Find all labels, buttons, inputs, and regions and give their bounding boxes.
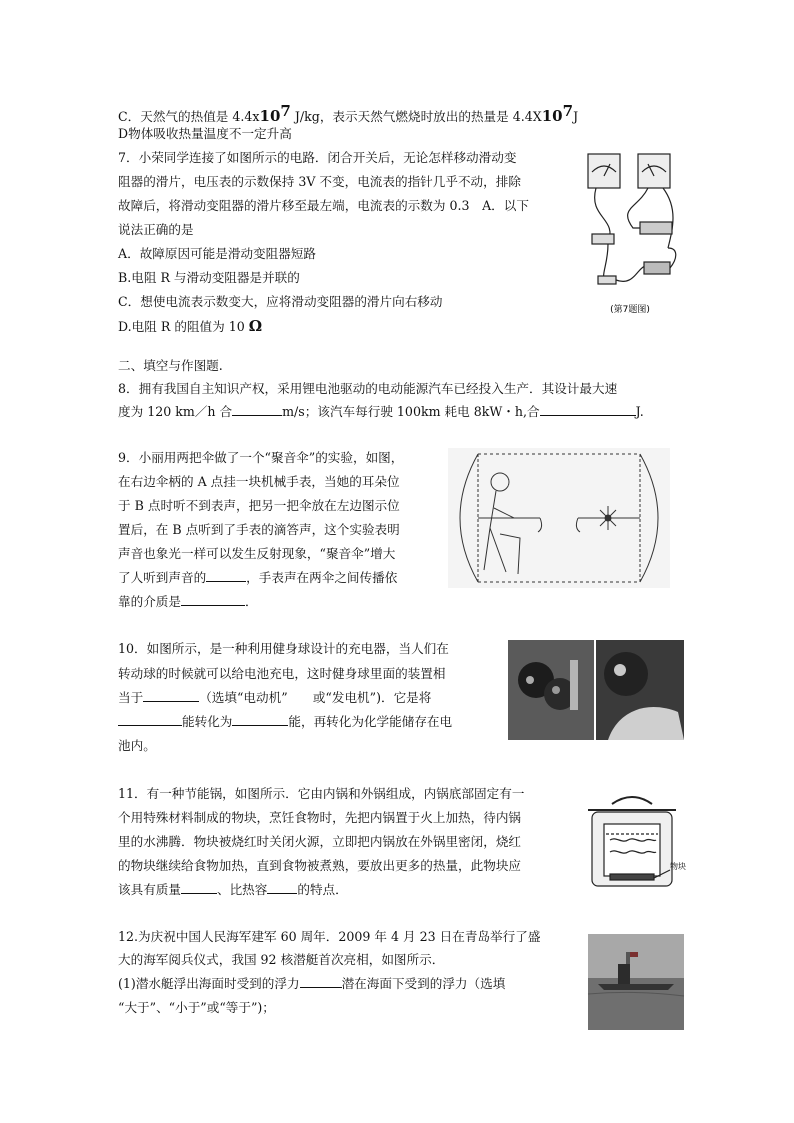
q10-line xyxy=(118,714,452,730)
switch-icon xyxy=(592,234,614,244)
rheostat-icon xyxy=(640,222,672,234)
q6-option-d: D物体吸收热量温度不一定升高 xyxy=(118,126,292,141)
q12-submarine-photo xyxy=(588,934,684,1030)
inner-pot-icon xyxy=(604,824,660,876)
q11-figure-label: 物块 xyxy=(670,862,686,871)
q8-answer-blank xyxy=(232,415,282,416)
q11-line xyxy=(118,882,348,898)
q7-stem-line: 说法正确的是 xyxy=(118,222,194,237)
q9-answer-blank xyxy=(206,581,246,582)
q7-stem-line: 阻器的滑片，电压表的示数保持 3V 不变，电流表的指针几乎不动，排除 xyxy=(118,174,521,189)
q11-line: 11．有一种节能锅，如图所示．它由内锅和外锅组成，内锅底部固定有一 xyxy=(118,786,525,801)
q9-line: 于 B 点时听不到表声，把另一把伞放在左边图示位 xyxy=(118,498,400,513)
q9-line: 在右边伞柄的 A 点挂一块机械手表，当她的耳朵位 xyxy=(118,474,400,489)
section-2-title: 二、填空与作图题. xyxy=(118,358,223,373)
q7-option-a: A．故障原因可能是滑动变阻器短路 xyxy=(118,246,317,261)
q9-line: 9．小丽用两把伞做了一个“聚音伞”的实验，如图， xyxy=(118,450,404,465)
q10-text-2: （选填“电动机” 或“发电机”)．它是将 xyxy=(199,690,432,705)
q11-line: 的物块继续给食物加热，直到食物被煮熟，要放出更多的热量，此物块应 xyxy=(118,858,521,873)
q12-line: 12.为庆祝中国人民海军建军 60 周年．2009 年 4 月 23 日在青岛举行了盛 xyxy=(118,929,541,944)
q11-text-2: 、比热容 xyxy=(216,882,268,897)
heat-block-icon xyxy=(610,874,654,880)
q12-answer-blank xyxy=(300,987,342,988)
q7-figure-caption: (第7题图) xyxy=(610,305,650,315)
pot-lid-icon xyxy=(612,797,652,804)
q8-line-2 xyxy=(118,404,644,420)
q7-option-b: B.电阻 R 与滑动变阻器是并联的 xyxy=(118,270,300,285)
battery-icon xyxy=(570,660,578,710)
q9-line: 声音也象光一样可以发生反射现象，“聚音伞”增大 xyxy=(118,546,396,561)
q8-text: 度为 120 km／h 合 xyxy=(118,404,233,419)
q6-c-unit: J xyxy=(573,109,579,125)
q9-answer-blank xyxy=(181,605,245,606)
q7-circuit-figure xyxy=(578,148,684,320)
q12-text: (1)潜水艇浮出海面时受到的浮力 xyxy=(118,976,300,991)
q12-line: “大于”、“小于”或“等于”)； xyxy=(118,1000,275,1015)
q10-answer-blank xyxy=(143,701,199,702)
q12-line xyxy=(118,976,505,992)
q7-stem-line: 7．小荣同学连接了如图所示的电路．闭合开关后，无论怎样移动滑动变 xyxy=(118,150,517,165)
q9-umbrella-figure xyxy=(448,448,670,588)
q10-line: 转动球的时候就可以给电池充电，这时健身球里面的装置相 xyxy=(118,666,446,681)
submarine-icon xyxy=(618,964,630,984)
q6-c-power-base-2: 10 xyxy=(541,107,563,126)
q6-c-power-base: 10 xyxy=(259,107,281,126)
q12-line: 大的海军阅兵仪式，我国 92 核潜艇首次亮相，如图所示． xyxy=(118,952,445,967)
q11-answer-blank xyxy=(267,893,297,894)
ball-icon xyxy=(604,652,648,696)
q8-line-1: 8．拥有我国自主知识产权，采用锂电池驱动的电动能源汽车已经投入生产．其设计最大速 xyxy=(118,381,618,396)
q12-text-2: 潜在海面下受到的浮力（选填 xyxy=(341,976,506,991)
q9-line xyxy=(118,594,258,610)
q11-line: 个用特殊材料制成的物块，烹饪食物时，先把内锅置于火上加热，待内锅 xyxy=(118,810,521,825)
q8-text-3: J. xyxy=(635,404,644,419)
q9-text: 了人听到声音的 xyxy=(118,570,207,585)
q7-d-text: D.电阻 R 的阻值为 10 xyxy=(118,319,249,334)
battery-icon xyxy=(644,262,670,274)
q7-d-ohm: Ω xyxy=(248,317,263,335)
q10-line xyxy=(118,690,431,706)
q10-text-2: 能，再转化为化学能储存在电 xyxy=(288,714,453,729)
q6-c-exponent: 7 xyxy=(280,102,291,120)
q10-line: 10．如图所示，是一种利用健身球设计的充电器，当人们在 xyxy=(118,641,449,656)
q11-text-3: 的特点． xyxy=(297,882,348,897)
q9-line xyxy=(118,570,397,586)
q10-text: 能转化为 xyxy=(182,714,233,729)
resistor-icon xyxy=(598,276,616,284)
q11-line: 里的水沸腾．物块被烧红时关闭火源，立即把内锅放在外锅里密闭，烧红 xyxy=(118,834,521,849)
q10-answer-blank xyxy=(232,725,288,726)
q6-c-exponent-2: 7 xyxy=(562,102,574,120)
q8-text-2: m/s；该汽车每行驶 100km 耗电 8kW・h,合 xyxy=(282,404,540,419)
q10-fitness-ball-photo xyxy=(508,640,684,740)
q9-text-2: ． xyxy=(244,594,258,609)
q6-c-text: C．天然气的热值是 4.4x xyxy=(118,109,260,125)
q6-c-text-2: J/kg，表示天然气燃烧时放出的热量是 4.4X xyxy=(290,109,542,125)
q7-option-d xyxy=(118,318,262,335)
q8-answer-blank xyxy=(540,415,636,416)
q10-text: 当于 xyxy=(118,690,144,705)
q10-answer-blank xyxy=(118,725,182,726)
q11-pot-figure xyxy=(582,790,684,896)
q7-option-c: C．想使电流表示数变大，应将滑动变阻器的滑片向右移动 xyxy=(118,294,443,309)
q11-answer-blank xyxy=(181,893,217,894)
q7-stem-line: 故障后，将滑动变阻器的滑片移至最左端，电流表的示数为 0.3 A．以下 xyxy=(118,198,529,213)
q10-line: 池内。 xyxy=(118,738,156,753)
q9-line: 置后，在 B 点听到了手表的滴答声，这个实验表明 xyxy=(118,522,400,537)
q9-text-2: ，手表声在两伞之间传播依 xyxy=(246,570,398,585)
q9-text: 靠的介质是 xyxy=(118,594,181,609)
q6-option-c xyxy=(118,103,578,125)
q11-text: 该具有质量 xyxy=(118,882,181,897)
